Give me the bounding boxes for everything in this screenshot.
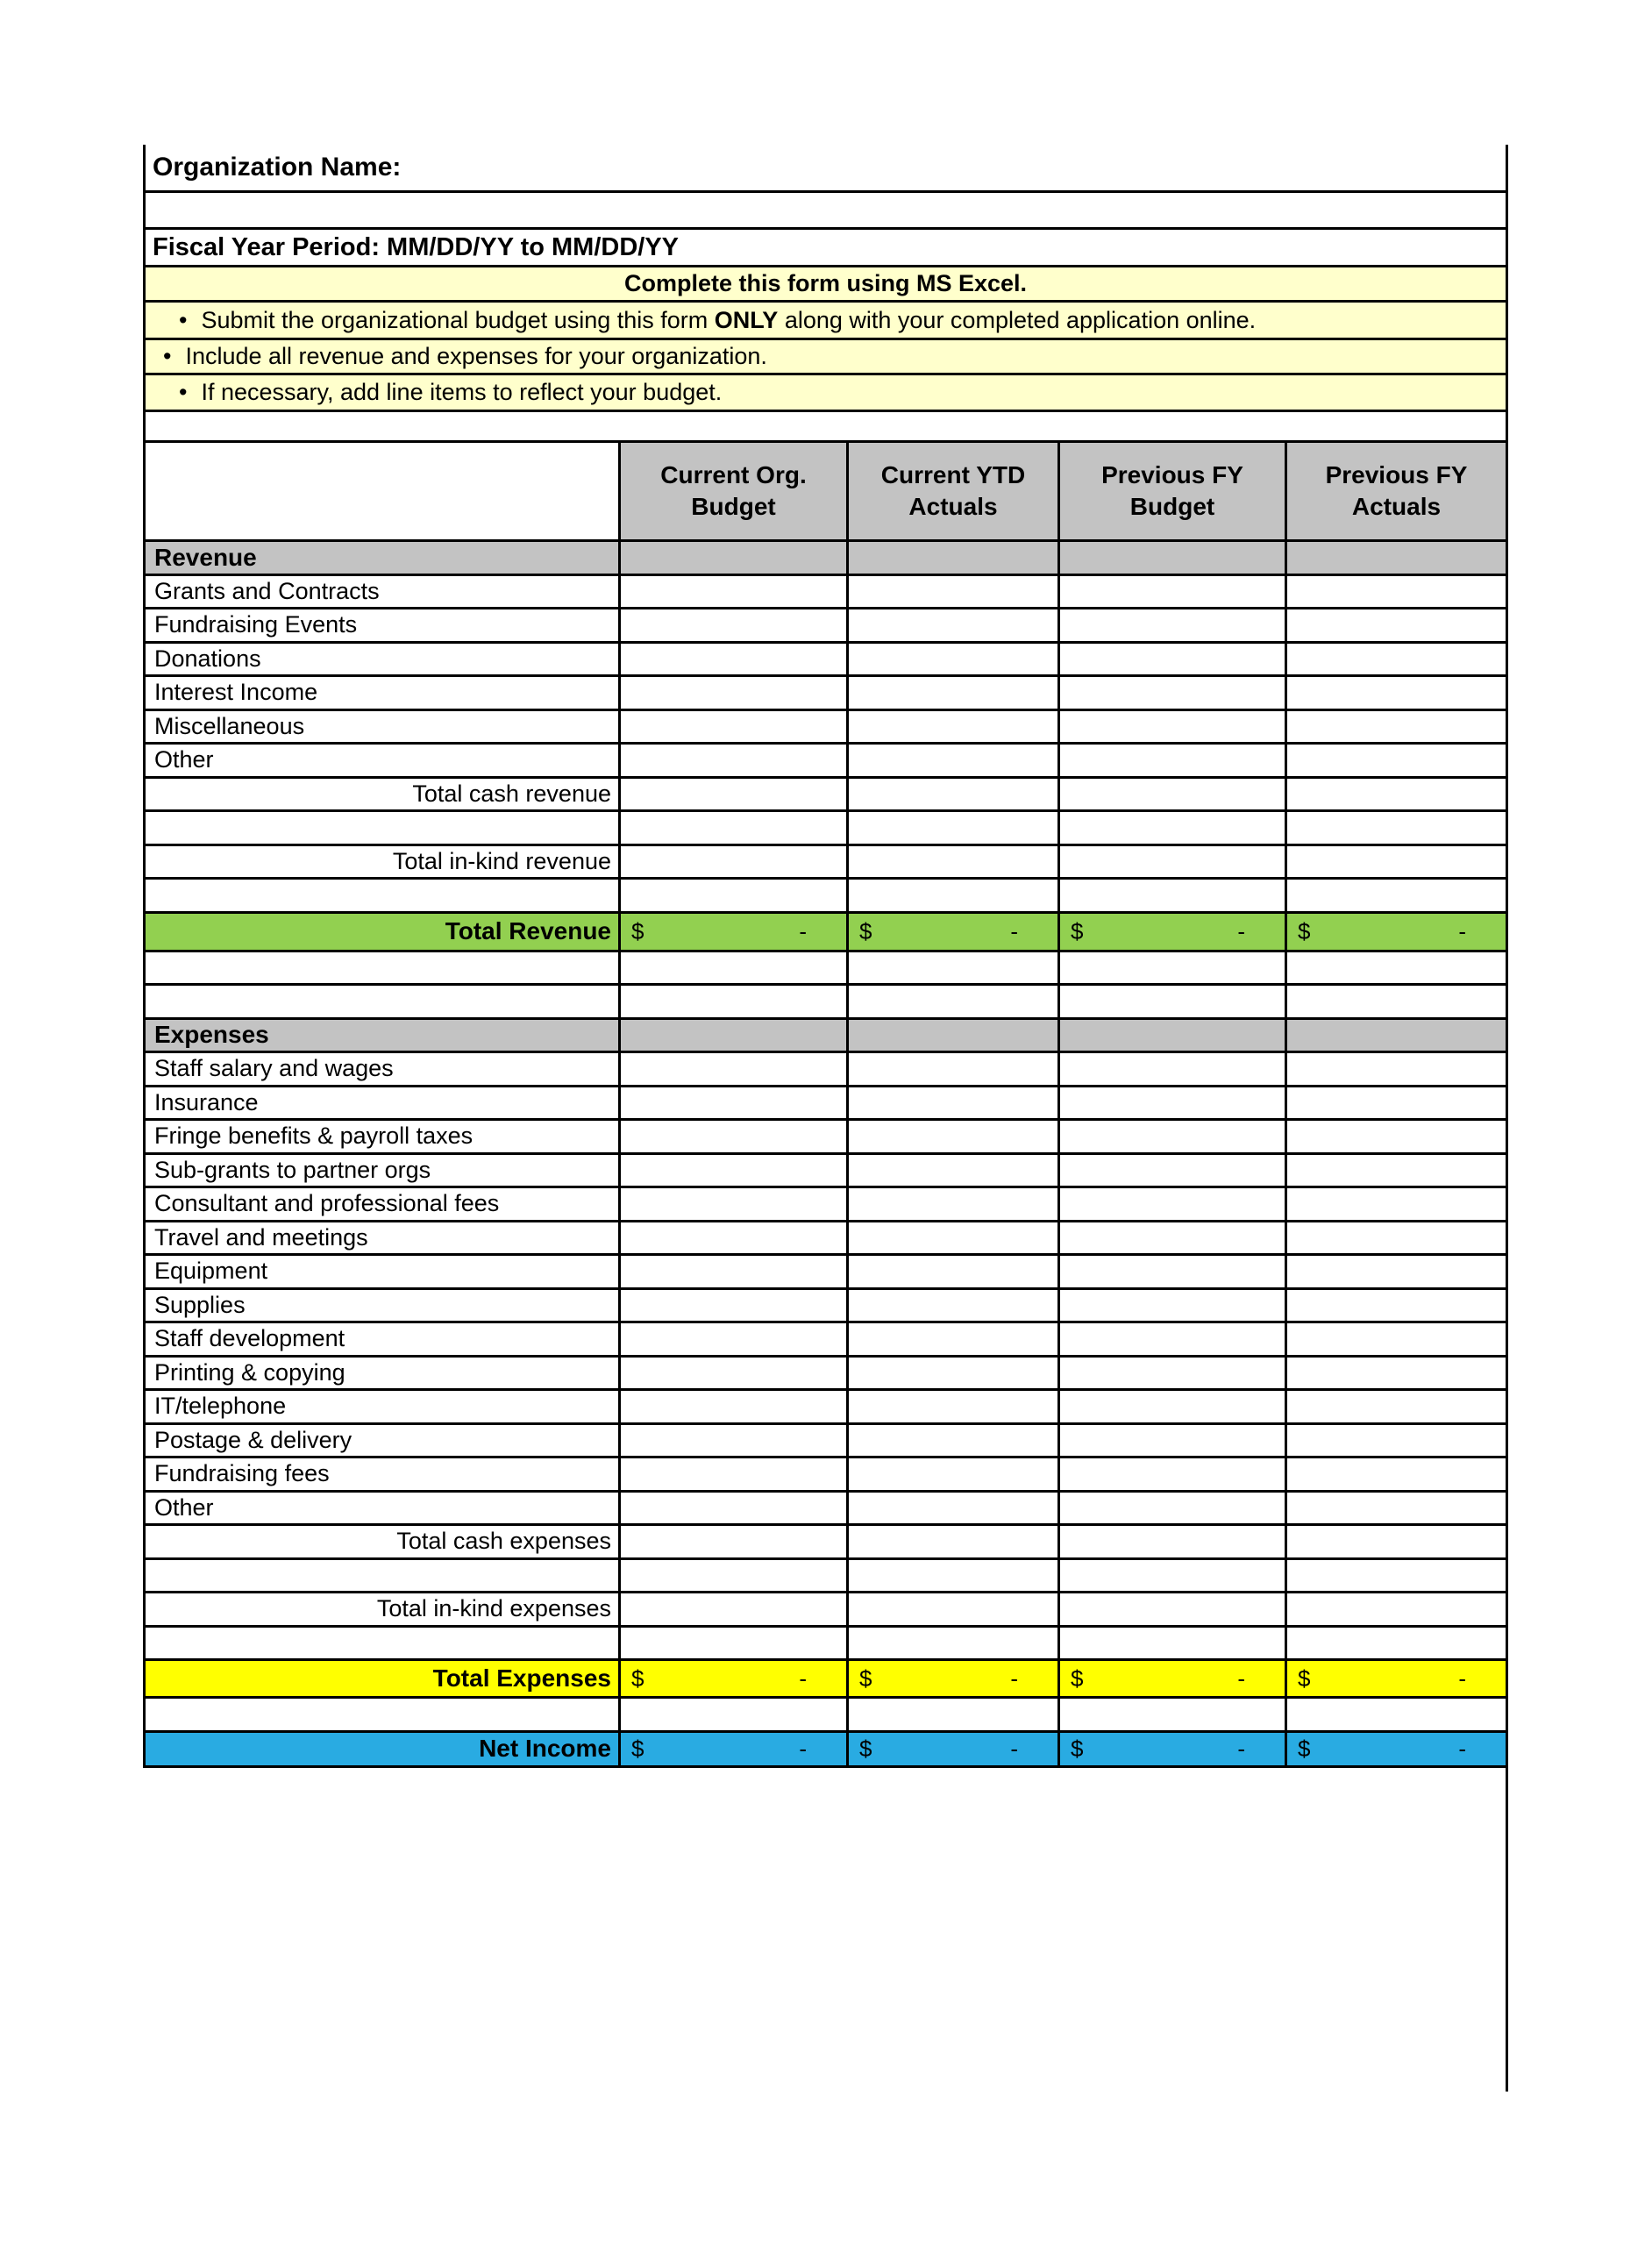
currency-symbol: $ [1071,1664,1084,1692]
subtotal-label: Total cash revenue [412,780,611,807]
line-item-row [146,1290,1506,1324]
budget-cell[interactable] [1285,1391,1506,1422]
line-item-row [146,576,1506,610]
line-item-label: Staff salary and wages [154,1055,394,1082]
spacer-row [146,880,1506,914]
budget-cell[interactable] [1057,1493,1285,1524]
zero-value: - [799,1664,807,1692]
budget-cell[interactable] [846,1121,1057,1152]
spacer-cell [1057,952,1285,984]
subtotal-cell[interactable] [846,1593,1057,1625]
subtotal-cell[interactable] [1057,779,1285,810]
currency-symbol: $ [859,1664,872,1692]
spacer-row [146,193,1506,230]
instruction-bullet-row [146,375,1506,412]
spacer-cell [846,986,1057,1017]
budget-cell[interactable] [1057,1358,1285,1389]
fiscal-year-label: Fiscal Year Period: MM/DD/YY to MM/DD/YY [153,232,680,261]
total-cell [846,1733,1057,1765]
subtotal-cell[interactable] [618,1593,846,1625]
spacer-cell [846,812,1057,844]
budget-cell[interactable] [1057,1425,1285,1457]
budget-cell[interactable] [846,644,1057,675]
bullet-icon: • [163,343,172,369]
budget-cell[interactable] [846,1323,1057,1355]
budget-cell[interactable] [1057,576,1285,608]
line-item-label: Fringe benefits & payroll taxes [154,1122,474,1150]
net-income-row [146,1733,1506,1768]
subtotal-cell[interactable] [1057,846,1285,878]
total-cell [1057,1733,1285,1765]
instructions-title-row [146,267,1506,303]
budget-cell[interactable] [846,1391,1057,1422]
line-item-label: Grants and Contracts [154,577,380,604]
spacer-cell [618,1628,846,1659]
budget-cell[interactable] [618,1053,846,1085]
section-cell [846,542,1057,574]
spacer-cell [146,1628,618,1659]
total-revenue-row [146,914,1506,952]
spacer-cell [146,1560,618,1592]
org-name-field[interactable] [401,145,1506,190]
budget-cell[interactable] [1285,711,1506,743]
spacer-row [146,952,1506,987]
budget-table [146,443,1506,1768]
budget-cell[interactable] [1057,1290,1285,1322]
total-label: Total Expenses [146,1661,618,1696]
currency-symbol: $ [631,917,644,944]
column-header-4: Previous FY Actuals [1285,443,1506,539]
budget-cell[interactable] [618,576,846,608]
section-cell [1285,1020,1506,1051]
line-item-label: Donations [154,645,261,672]
budget-cell[interactable] [846,677,1057,709]
spacer-cell [618,880,846,911]
section-row-revenue [146,542,1506,576]
spacer-cell [146,952,618,984]
subtotal-label: Total cash expenses [396,1528,611,1555]
budget-cell[interactable] [846,1458,1057,1490]
total-cell [1057,914,1285,950]
budget-cell[interactable] [1057,609,1285,641]
budget-cell[interactable] [1285,677,1506,709]
currency-symbol: $ [859,917,872,944]
bullet-text: Submit the organizational budget using this form ONLY along with your completed application online. [201,306,1257,333]
line-item-row [146,677,1506,711]
spacer-cell [1057,880,1285,911]
spacer-cell [1057,1628,1285,1659]
line-item-label: Sub-grants to partner orgs [154,1156,431,1183]
section-cell [846,1020,1057,1051]
line-item-row [146,1358,1506,1392]
zero-value: - [1458,1664,1466,1692]
budget-cell[interactable] [1057,1188,1285,1220]
line-item-label: Interest Income [154,679,318,706]
budget-cell[interactable] [1057,1222,1285,1254]
bullet-icon: • [179,306,188,333]
spacer-cell [1057,812,1285,844]
subtotal-cell[interactable] [618,779,846,810]
subtotal-label: Total in-kind expenses [376,1595,611,1622]
spacer-cell [146,812,618,844]
line-item-label: Other [154,1493,214,1521]
budget-cell[interactable] [1057,1155,1285,1187]
budget-cell[interactable] [1285,1358,1506,1389]
line-item-row [146,1323,1506,1358]
section-cell [1057,1020,1285,1051]
spacer-cell [146,880,618,911]
budget-cell[interactable] [1057,1391,1285,1422]
bullet-text: Include all revenue and expenses for your organization. [185,343,767,369]
subtotal-cell[interactable] [1057,1593,1285,1625]
spacer-cell [146,1699,618,1730]
total-cell [1285,914,1506,950]
spacer-row [146,986,1506,1020]
currency-symbol: $ [1071,917,1084,944]
spacer-cell [1285,1699,1506,1730]
spacer-cell [146,986,618,1017]
line-item-label: Insurance [154,1088,259,1115]
total-cell [1285,1733,1506,1765]
spacer-cell [1285,952,1506,984]
currency-symbol: $ [1071,1735,1084,1762]
zero-value: - [1237,1735,1245,1762]
budget-cell[interactable] [846,1256,1057,1287]
total-label: Net Income [146,1733,618,1765]
subtotal-cell[interactable] [1285,1526,1506,1557]
spacer-cell [1057,1560,1285,1592]
budget-cell[interactable] [1057,1087,1285,1119]
budget-cell[interactable] [1057,1458,1285,1490]
budget-cell[interactable] [618,1087,846,1119]
spacer-cell [618,986,846,1017]
spacer-row [146,812,1506,846]
currency-symbol: $ [859,1735,872,1762]
zero-value: - [1458,1735,1466,1762]
line-item-row [146,1425,1506,1459]
line-item-label: Travel and meetings [154,1223,368,1251]
budget-cell[interactable] [1057,1053,1285,1085]
bullet-text: If necessary, add line items to reflect your budget. [201,379,723,405]
spacer-row [146,1628,1506,1662]
budget-cell[interactable] [846,1493,1057,1524]
currency-symbol: $ [1298,1735,1311,1762]
instruction-bullet-row [146,303,1506,340]
budget-cell[interactable] [1285,576,1506,608]
budget-cell[interactable] [1057,745,1285,776]
spacer-cell [1057,986,1285,1017]
subtotal-cell[interactable] [618,846,846,878]
subtotal-cell[interactable] [618,1526,846,1557]
spacer-cell [1285,986,1506,1017]
budget-cell[interactable] [846,1188,1057,1220]
spacer-cell [618,812,846,844]
total-cell [846,914,1057,950]
zero-value: - [1458,917,1466,944]
total-inkind-revenue-row [146,846,1506,880]
spacer-cell [1285,1560,1506,1592]
zero-value: - [1237,1664,1245,1692]
budget-cell[interactable] [1285,1290,1506,1322]
zero-value: - [799,1735,807,1762]
line-item-label: Supplies [154,1291,246,1318]
subtotal-cell[interactable] [846,779,1057,810]
spacer-row [146,1699,1506,1733]
line-item-row [146,1087,1506,1122]
budget-cell[interactable] [618,1458,846,1490]
spacer-cell [1285,1628,1506,1659]
spacer-cell [846,952,1057,984]
budget-cell[interactable] [1285,1256,1506,1287]
line-item-label: Miscellaneous [154,712,305,739]
total-cell [1057,1661,1285,1696]
spacer-cell [1057,1699,1285,1730]
budget-cell[interactable] [618,1391,846,1422]
budget-cell[interactable] [1057,1121,1285,1152]
total-inkind-expenses-row [146,1593,1506,1628]
subtotal-cell[interactable] [846,846,1057,878]
budget-cell[interactable] [1285,1155,1506,1187]
budget-cell[interactable] [1285,1053,1506,1085]
line-item-row [146,745,1506,779]
total-cell [846,1661,1057,1696]
budget-cell[interactable] [846,711,1057,743]
total-cell [618,1733,846,1765]
budget-cell[interactable] [846,1358,1057,1389]
zero-value: - [1010,1664,1018,1692]
bullet-icon: • [179,379,188,405]
budget-cell[interactable] [1285,609,1506,641]
line-item-row [146,711,1506,745]
budget-cell[interactable] [618,1323,846,1355]
budget-cell[interactable] [618,609,846,641]
total-cell [618,1661,846,1696]
subtotal-cell[interactable] [1285,779,1506,810]
spacer-cell [846,1560,1057,1592]
budget-cell[interactable] [846,1087,1057,1119]
spacer-row [146,1560,1506,1594]
budget-cell[interactable] [618,1358,846,1389]
subtotal-cell[interactable] [1285,1593,1506,1625]
budget-cell[interactable] [1057,644,1285,675]
budget-cell[interactable] [1285,1458,1506,1490]
spacer-cell [846,1628,1057,1659]
line-item-label: Staff development [154,1325,345,1352]
line-item-label: Equipment [154,1258,268,1285]
section-label: Revenue [146,542,618,574]
total-cell [1285,1661,1506,1696]
budget-cell[interactable] [846,745,1057,776]
line-item-label: Fundraising Events [154,611,358,638]
spacer-cell [618,952,846,984]
spacer-cell [1285,812,1506,844]
instruction-bullet-row [146,340,1506,375]
column-header-3: Previous FY Budget [1057,443,1285,539]
total-label: Total Revenue [146,914,618,950]
subtotal-cell[interactable] [846,1526,1057,1557]
line-item-row [146,644,1506,678]
budget-cell[interactable] [1285,745,1506,776]
budget-cell[interactable] [618,1222,846,1254]
budget-cell[interactable] [618,1290,846,1322]
section-row-expenses [146,1020,1506,1054]
subtotal-cell[interactable] [1285,846,1506,878]
spacer-cell [846,880,1057,911]
currency-symbol: $ [1298,1664,1311,1692]
line-item-row [146,1121,1506,1155]
line-item-row [146,1155,1506,1189]
currency-symbol: $ [631,1664,644,1692]
budget-cell[interactable] [846,1053,1057,1085]
total-expenses-row [146,1661,1506,1699]
spacer-cell [1285,880,1506,911]
budget-cell[interactable] [618,677,846,709]
budget-cell[interactable] [1285,1188,1506,1220]
line-item-row [146,1493,1506,1527]
budget-cell[interactable] [1285,1323,1506,1355]
budget-cell[interactable] [846,576,1057,608]
budget-cell[interactable] [618,1425,846,1457]
budget-cell[interactable] [1057,1256,1285,1287]
line-item-label: Other [154,746,214,773]
zero-value: - [799,917,807,944]
budget-cell[interactable] [846,1222,1057,1254]
section-cell [618,1020,846,1051]
line-item-row [146,1053,1506,1087]
column-header-stub-cell [146,443,618,539]
total-cash-revenue-row [146,779,1506,813]
budget-cell[interactable] [618,1493,846,1524]
org-name-row [146,145,1506,193]
budget-cell[interactable] [846,1290,1057,1322]
fiscal-year-row [146,230,1506,267]
spacer-cell [618,1560,846,1592]
budget-cell[interactable] [846,1155,1057,1187]
total-cell [618,914,846,950]
budget-cell[interactable] [1285,1493,1506,1524]
sheet-right-edge-line [1506,1767,1508,2092]
budget-cell[interactable] [618,711,846,743]
org-name-label: Organization Name: [153,153,402,182]
instructions-title: Complete this form using MS Excel. [623,270,1028,296]
line-item-row [146,609,1506,644]
zero-value: - [1010,1735,1018,1762]
zero-value: - [1010,917,1018,944]
total-cash-expenses-row [146,1526,1506,1560]
budget-cell[interactable] [846,1425,1057,1457]
spacer-cell [618,1699,846,1730]
budget-cell[interactable] [1285,1425,1506,1457]
line-item-label: Postage & delivery [154,1426,352,1453]
line-item-label: IT/telephone [154,1393,287,1420]
column-header-1: Current Org. Budget [618,443,846,539]
budget-cell[interactable] [846,609,1057,641]
line-item-label: Printing & copying [154,1358,345,1386]
line-item-row [146,1188,1506,1222]
budget-cell[interactable] [618,1188,846,1220]
line-item-label: Fundraising fees [154,1460,330,1487]
budget-cell[interactable] [618,644,846,675]
line-item-row [146,1256,1506,1290]
budget-cell[interactable] [618,745,846,776]
budget-cell[interactable] [1285,644,1506,675]
budget-cell[interactable] [1057,677,1285,709]
line-item-row [146,1458,1506,1493]
fiscal-year-field[interactable] [679,230,1506,265]
subtotal-label: Total in-kind revenue [392,847,611,874]
line-item-label: Consultant and professional fees [154,1190,500,1217]
section-cell [618,542,846,574]
line-item-row [146,1391,1506,1425]
budget-cell[interactable] [618,1121,846,1152]
budget-cell[interactable] [1057,1323,1285,1355]
section-cell [1285,542,1506,574]
spacer-cell [846,1699,1057,1730]
column-header-row [146,443,1506,542]
subtotal-cell[interactable] [1057,1526,1285,1557]
budget-cell[interactable] [618,1155,846,1187]
section-label: Expenses [146,1020,618,1051]
column-header-2: Current YTD Actuals [846,443,1057,539]
section-cell [1057,542,1285,574]
budget-cell[interactable] [618,1256,846,1287]
budget-form-sheet [143,145,1508,1768]
budget-cell[interactable] [1285,1087,1506,1119]
currency-symbol: $ [631,1735,644,1762]
budget-cell[interactable] [1285,1222,1506,1254]
zero-value: - [1237,917,1245,944]
budget-cell[interactable] [1057,711,1285,743]
line-item-row [146,1222,1506,1257]
currency-symbol: $ [1298,917,1311,944]
spacer-row [146,412,1506,443]
budget-cell[interactable] [1285,1121,1506,1152]
